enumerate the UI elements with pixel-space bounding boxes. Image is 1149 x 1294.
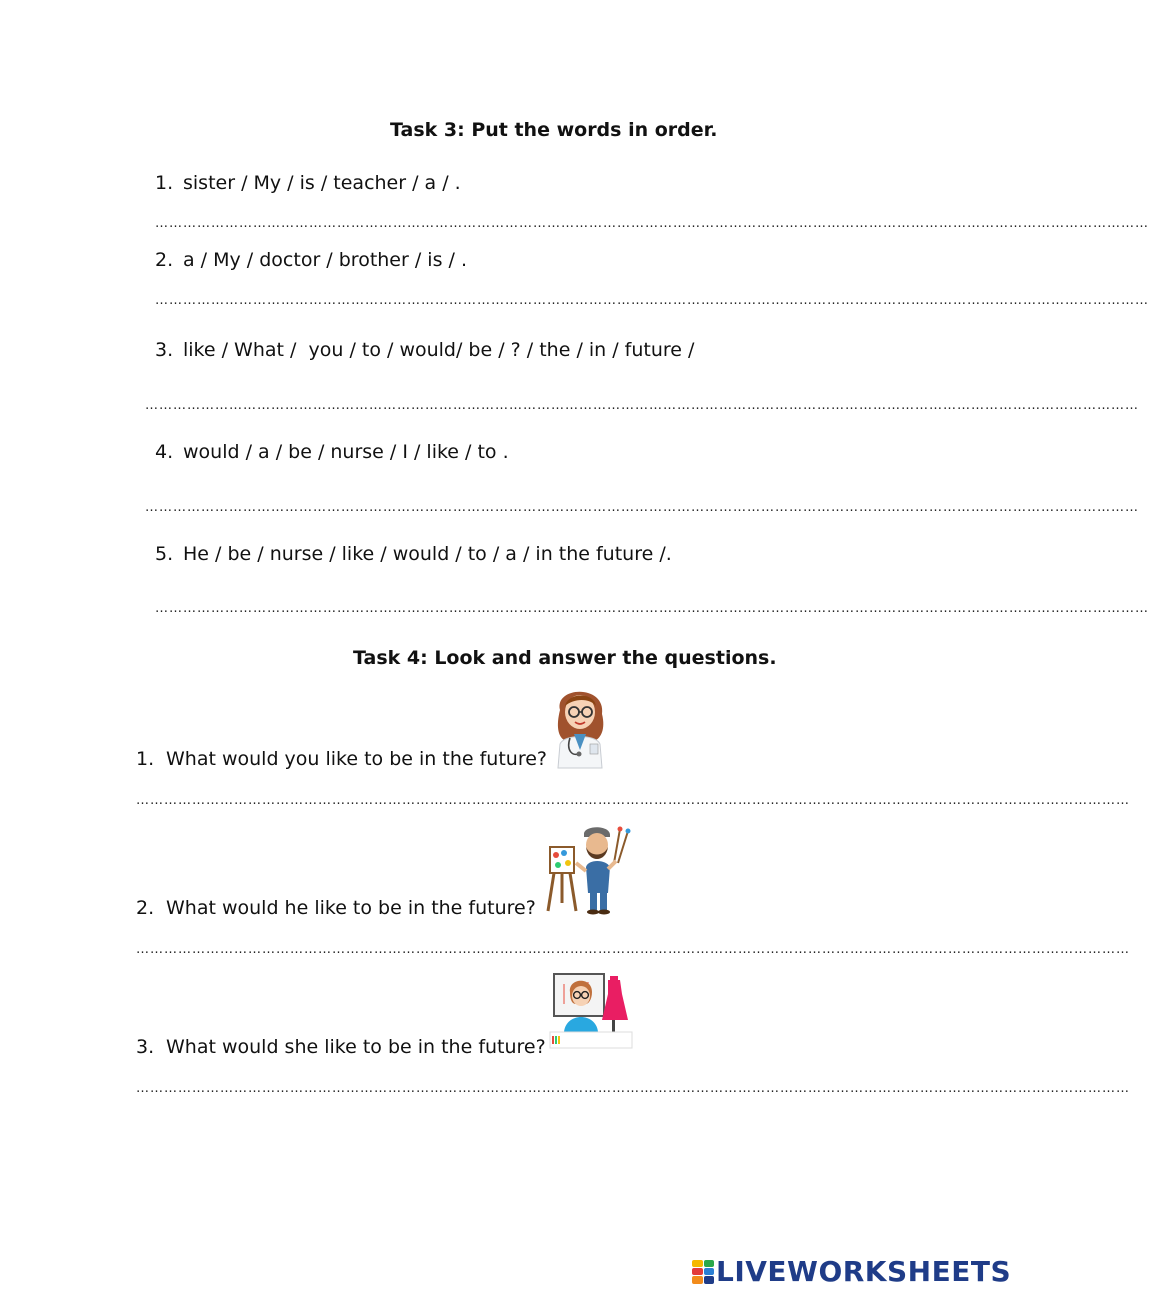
answer-line[interactable]: …………………………………………………………………………………………………………………………………………………………………………………………… <box>136 1081 1130 1096</box>
item-number: 3. <box>136 1036 155 1058</box>
painter-icon <box>544 823 636 919</box>
scrambled-words: would / a / be / nurse / I / like / to . <box>183 441 509 463</box>
task4-item-3 <box>136 1036 546 1058</box>
task4-title: Task 4: Look and answer the questions. <box>353 647 777 669</box>
answer-line[interactable]: …………………………………………………………………………………………………………………………………………………………………………………………… <box>155 293 1149 308</box>
task3-title: Task 3: Put the words in order. <box>390 119 718 141</box>
item-number: 3. <box>155 339 174 361</box>
scrambled-words: He / be / nurse / like / would / to / a / in the future /. <box>183 543 672 565</box>
item-number: 1. <box>155 172 174 194</box>
item-number: 4. <box>155 441 174 463</box>
scrambled-words: a / My / doctor / brother / is / . <box>183 249 467 271</box>
task4-item-2 <box>136 897 536 919</box>
answer-line[interactable]: …………………………………………………………………………………………………………………………………………………………………………………………… <box>145 500 1139 515</box>
task3-item-2 <box>155 249 467 271</box>
doctor-icon <box>546 680 614 772</box>
scrambled-words: sister / My / is / teacher / a / . <box>183 172 461 194</box>
item-number: 2. <box>136 897 155 919</box>
logo-text: LIVEWORKSHEETS <box>716 1255 1012 1288</box>
question-text: What would you like to be in the future? <box>166 748 547 770</box>
task4-item-1 <box>136 748 547 770</box>
item-number: 2. <box>155 249 174 271</box>
fashion-designer-icon <box>548 970 634 1060</box>
answer-line[interactable]: …………………………………………………………………………………………………………………………………………………………………………………………… <box>136 942 1130 957</box>
scrambled-words: like / What / you / to / would/ be / ? / the / in / future / <box>183 339 695 361</box>
task3-item-4 <box>155 441 509 463</box>
item-number: 1. <box>136 748 155 770</box>
logo-mark-icon <box>692 1260 714 1284</box>
task3-item-3 <box>155 339 694 361</box>
answer-line[interactable]: …………………………………………………………………………………………………………………………………………………………………………………………… <box>155 601 1149 616</box>
item-number: 5. <box>155 543 174 565</box>
liveworksheets-logo <box>692 1255 1011 1288</box>
task3-item-5 <box>155 543 672 565</box>
answer-line[interactable]: …………………………………………………………………………………………………………………………………………………………………………………………… <box>155 216 1149 231</box>
task3-item-1 <box>155 172 461 194</box>
question-text: What would she like to be in the future? <box>166 1036 546 1058</box>
answer-line[interactable]: …………………………………………………………………………………………………………………………………………………………………………………………… <box>136 793 1130 808</box>
question-text: What would he like to be in the future? <box>166 897 536 919</box>
answer-line[interactable]: …………………………………………………………………………………………………………………………………………………………………………………………… <box>145 398 1139 413</box>
